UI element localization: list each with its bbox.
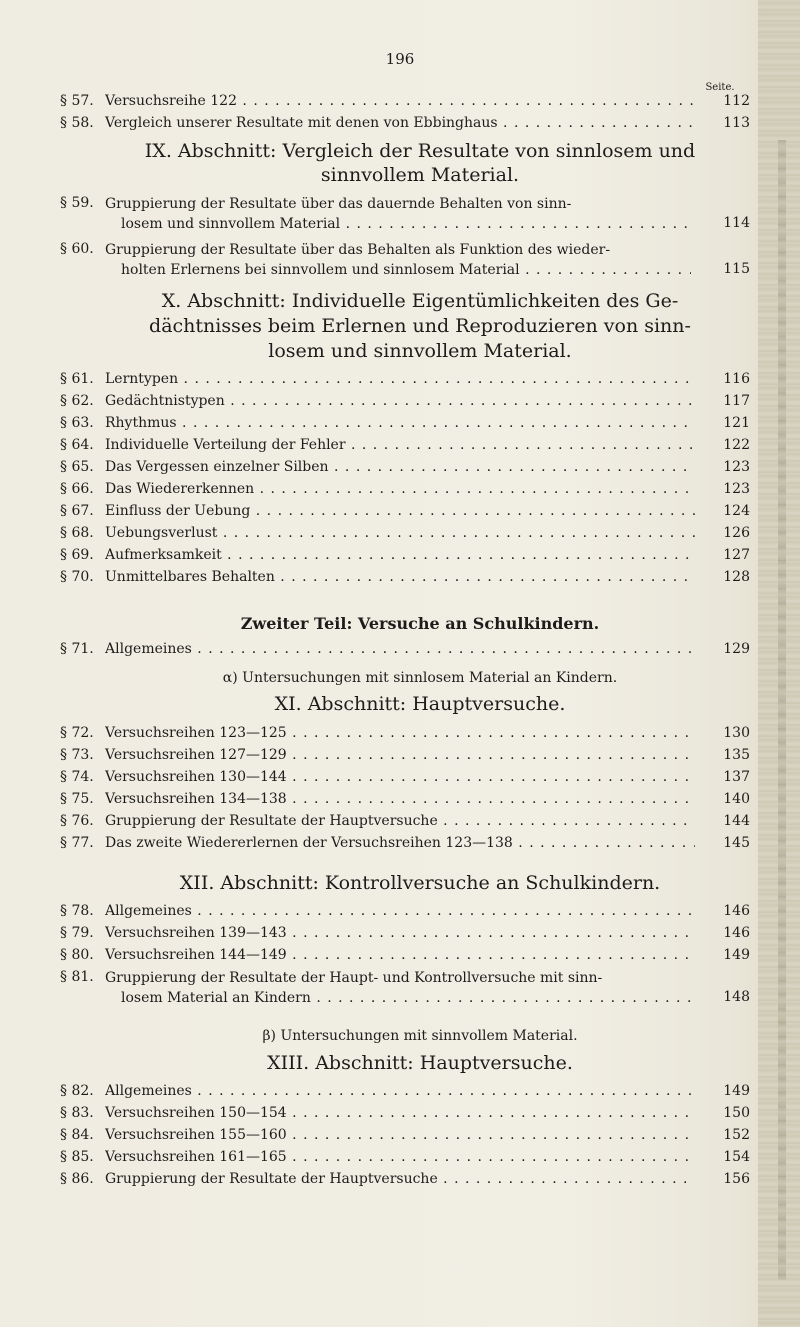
subsection-heading: β) Untersuchungen mit sinnvollem Material.: [262, 1028, 578, 1044]
chapter-heading: XIII. Abschnitt: Hauptversuche.: [267, 1052, 573, 1074]
page-number: 196: [385, 50, 415, 68]
chapter-heading: X. Abschnitt: Individuelle Eigentümlichkeiten des Ge-: [161, 290, 679, 312]
chapter-heading-cont: dächtnisses beim Erlernen und Reproduzieren von sinn-: [149, 315, 691, 337]
chapter-heading-cont: losem und sinnvollem Material.: [268, 340, 572, 362]
toc-entry: § 81. Gruppierung der Resultate der Haupt- und Kontrollversuche mit sinn- losem Material an Kindern . . . 148: [60, 968, 750, 1006]
toc-entry: § 60. Gruppierung der Resultate über das Behalten als Funktion des wieder- holten Erlernens bei sinnvollem und sinnlosem Material . . . 115: [60, 240, 750, 278]
part-heading: Zweiter Teil: Versuche an Schulkindern.: [240, 614, 600, 633]
chapter-heading: XII. Abschnitt: Kontrollversuche an Schulkindern.: [179, 872, 661, 894]
chapter-heading: IX. Abschnitt: Vergleich der Resultate von sinnlosem und: [144, 140, 696, 162]
chapter-heading: XI. Abschnitt: Hauptversuche.: [274, 693, 566, 715]
seite-label: Seite.: [705, 82, 735, 93]
page-edge: [758, 0, 800, 1327]
subsection-heading: α) Untersuchungen mit sinnlosem Material an Kindern.: [222, 670, 618, 686]
chapter-heading-cont: sinnvollem Material.: [320, 164, 520, 186]
toc-entry: § 59. Gruppierung der Resultate über das dauernde Behalten von sinn- losem und sinnvollem Material . . . 114: [60, 194, 750, 232]
